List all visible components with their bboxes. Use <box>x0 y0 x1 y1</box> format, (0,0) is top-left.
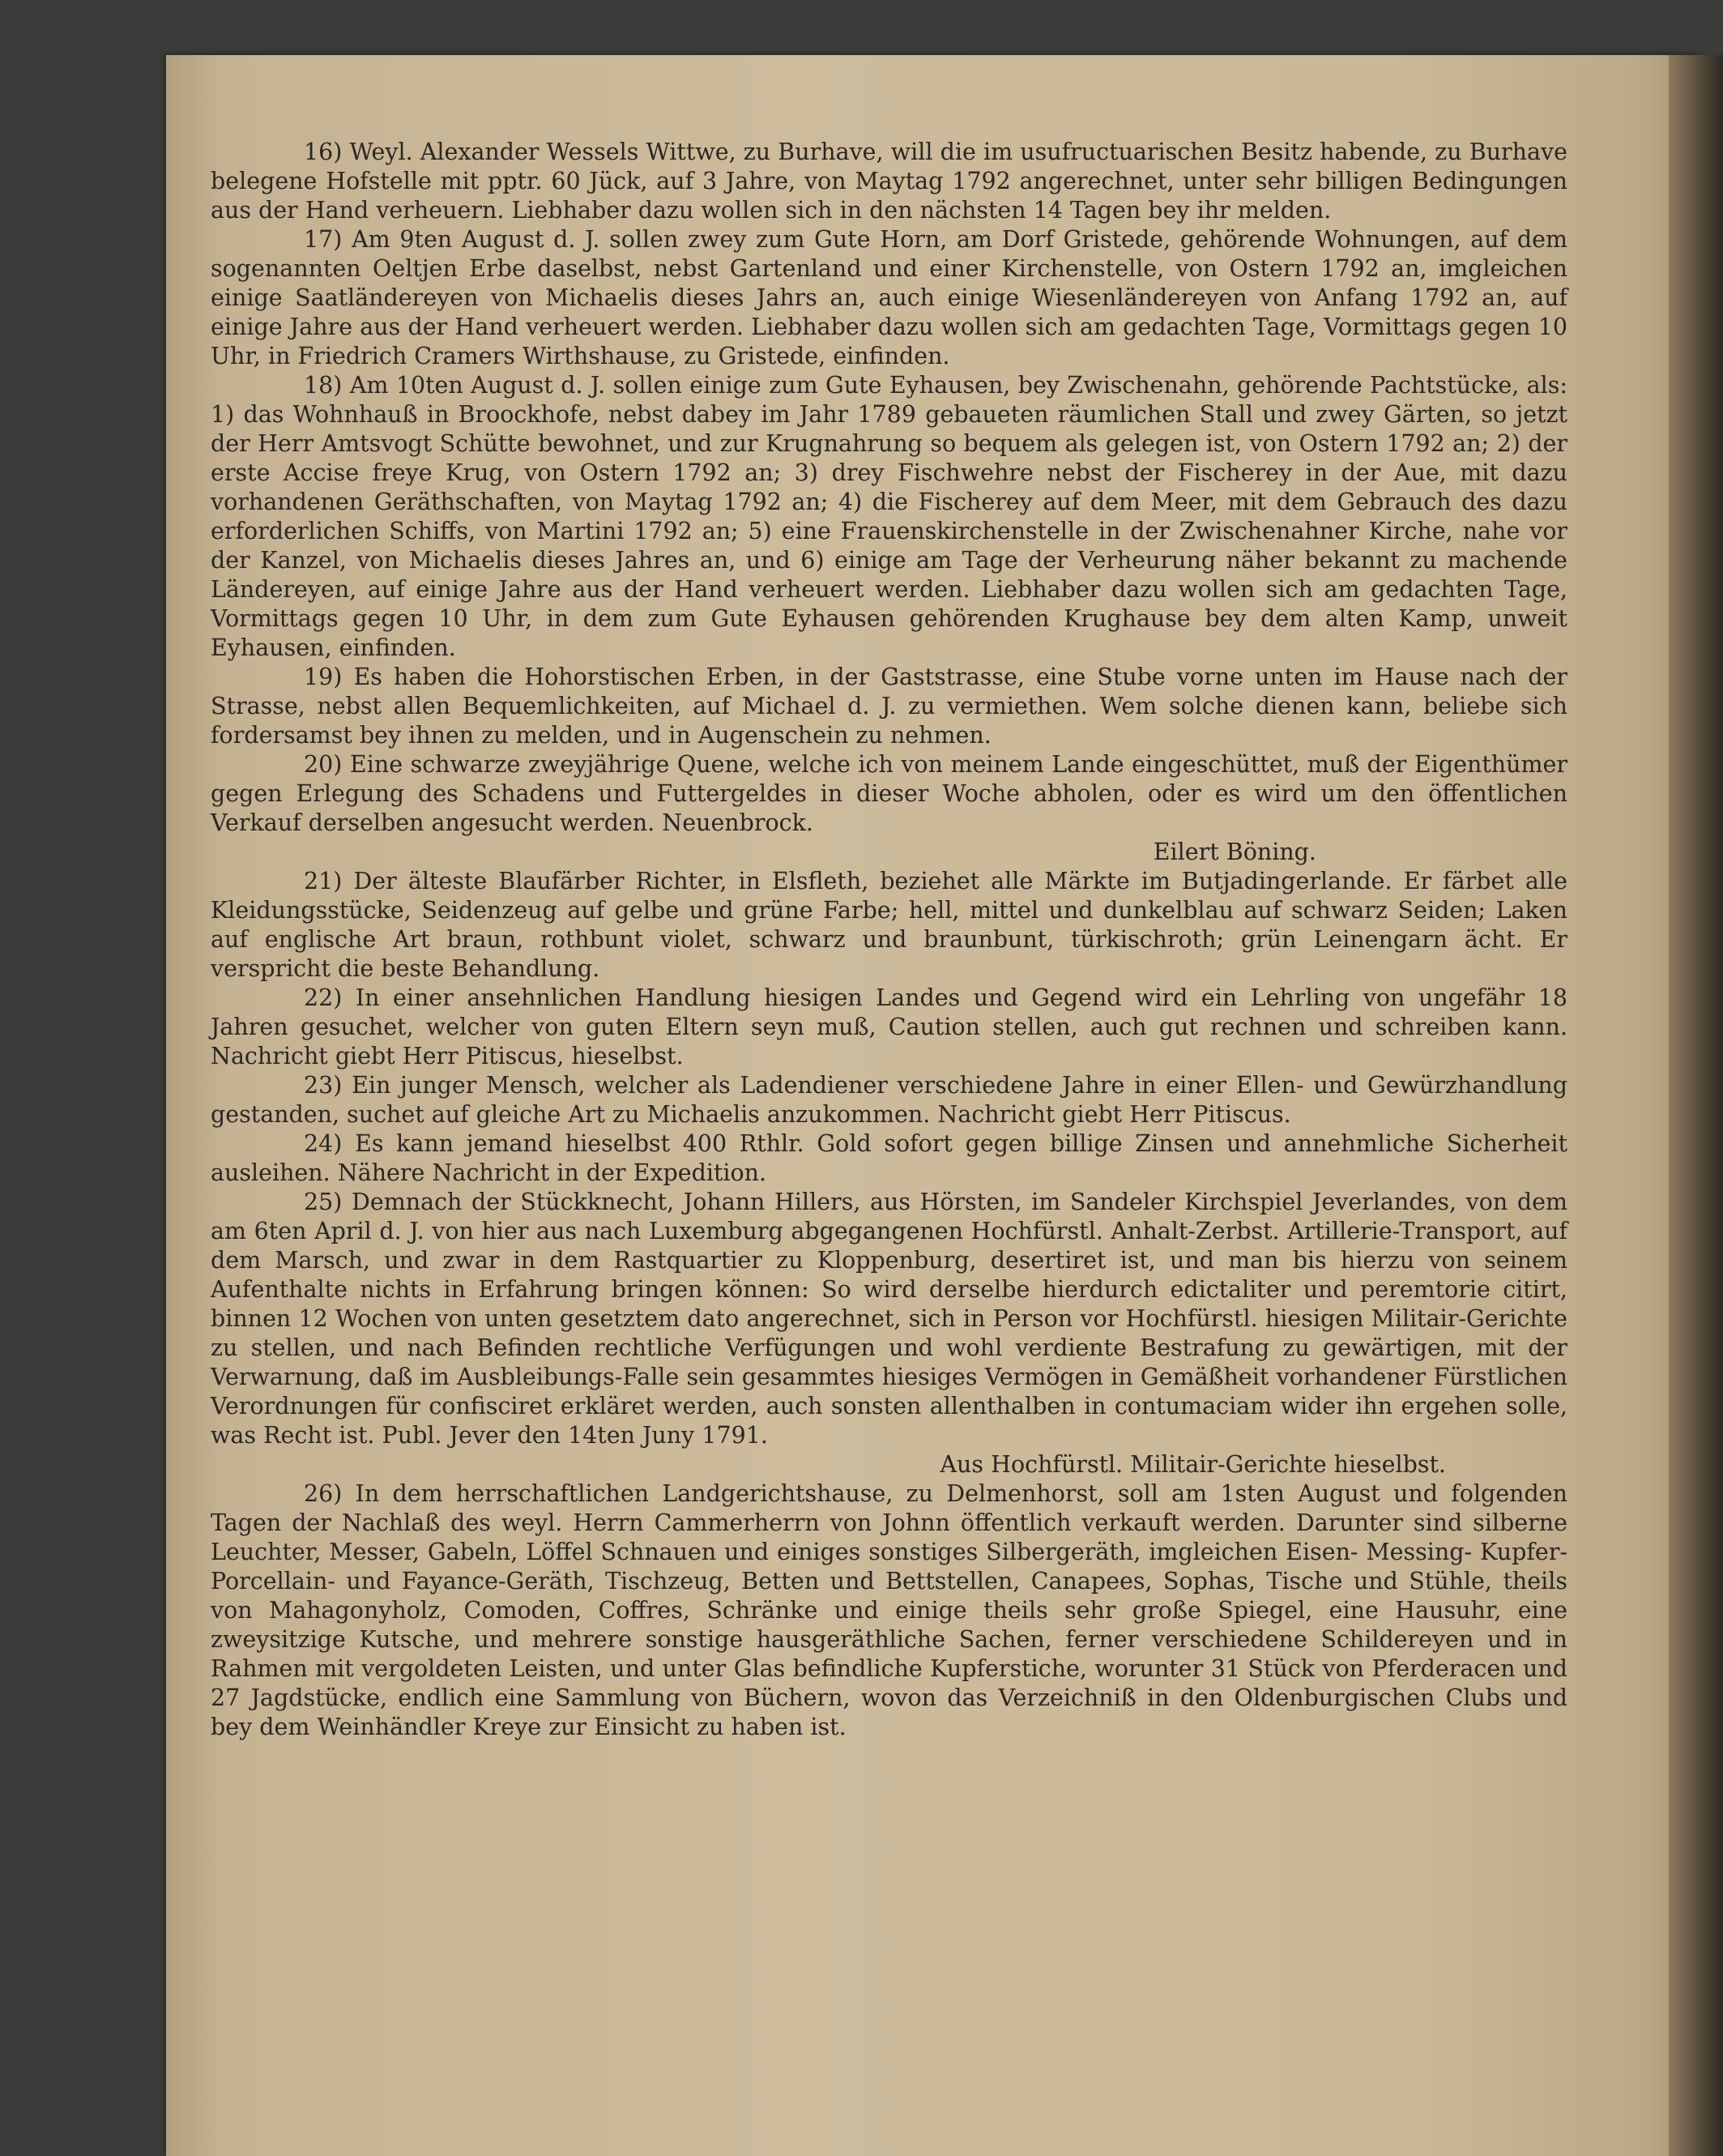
notice-body: Es kann jemand hieselbst 400 Rthlr. Gold sofort gegen billige Zinsen und annehmliche Sicherheit ausleihen. Nähere Nachricht in der Expedition. <box>211 1130 1567 1186</box>
notice-16 <box>211 138 1567 225</box>
notice-number: 20) <box>304 751 343 778</box>
notice-number: 22) <box>304 984 343 1011</box>
notice-number: 26) <box>304 1480 343 1507</box>
notice-body: Am 10ten August d. J. sollen einige zum Gute Eyhausen, bey Zwischenahn, gehörende Pachtstücke, als: 1) das Wohnhauß in Broockhofe, nebst dabey im Jahr 1789 gebaueten räumlichen Stall und zwey Gärten, so jetzt der Herr Amtsvogt Schütte bewohnet, und zur Krugnahrung so bequem als gelegen ist, von Ostern 1792 an; 2) der erste Accise freye Krug, von Ostern 1792 an; 3) drey Fischwehre nebst der Fischerey in der Aue, mit dazu vorhandenen Geräthschaften, von Maytag 1792 an; 4) die Fischerey auf dem Meer, mit dem Gebrauch des dazu erforderlichen Schiffs, von Martini 1792 an; 5) eine Frauenskirchenstelle in der Zwischenahner Kirche, nahe vor der Kanzel, von Michaelis dieses Jahres an, und 6) einige am Tage der Verheurung näher bekannt zu machende Ländereyen, auf einige Jahre aus der Hand verheuert werden. Liebhaber dazu wollen sich am gedachten Tage, Vormittags gegen 10 Uhr, in dem zum Gute Eyhausen gehörenden Krughause bey dem alten Kamp, unweit Eyhausen, einfinden. <box>211 372 1568 661</box>
book-gutter <box>1669 55 1723 2156</box>
notice-18 <box>211 371 1567 663</box>
signature-20: Eilert Böning. <box>1153 839 1316 865</box>
notice-20 <box>211 750 1567 838</box>
notice-body: Es haben die Hohorstischen Erben, in der Gaststrasse, eine Stube vorne unten im Hause nach der Strasse, nebst allen Bequemlichkeiten, auf Michael d. J. zu vermiethen. Wem solche dienen kann, beliebe sich fordersamst bey ihnen zu melden, und in Augenschein zu nehmen. <box>211 664 1568 749</box>
notice-body: Eine schwarze zweyjährige Quene, welche ich von meinem Lande eingeschüttet, muß der Eigenthümer gegen Erlegung des Schadens und Futtergeldes in dieser Woche abholen, oder es wird um den öffentlichen Verkauf derselben angesucht werden. Neuenbrock. <box>211 751 1567 836</box>
notice-body: In dem herrschaftlichen Landgerichtshause, zu Delmenhorst, soll am 1sten August und folgenden Tagen der Nachlaß des weyl. Herrn Cammerherrn von Johnn öffentlich verkauft werden. Darunter sind silberne Leuchter, Messer, Gabeln, Löffel Schnauen und einiges sonstiges Silbergeräth, imgleichen Eisen- Messing- Kupfer- Porcellain- und Fayance-Geräth, Tischzeug, Betten und Bettstellen, Canapees, Sophas, Tische und Stühle, theils von Mahagonyholz, Comoden, Coffres, Schränke und einige theils sehr große Spiegel, eine Hausuhr, eine zweysitzige Kutsche, und mehrere sonstige hausgeräthliche Sachen, ferner verschiedene Schildereyen und in Rahmen mit vergoldeten Leisten, und unter Glas befindliche Kupferstiche, worunter 31 Stück von Pferderacen und 27 Jagdstücke, endlich eine Sammlung von Büchern, wovon das Verzeichniß in den Oldenburgischen Clubs und bey dem Weinhändler Kreye zur Einsicht zu haben ist. <box>211 1480 1567 1740</box>
notice-body: In einer ansehnlichen Handlung hiesigen Landes und Gegend wird ein Lehrling von ungefähr 18 Jahren gesuchet, welcher von guten Eltern seyn muß, Caution stellen, auch gut rechnen und schreiben kann. Nachricht giebt Herr Pitiscus, hieselbst. <box>211 984 1567 1069</box>
notice-number: 19) <box>304 664 343 690</box>
notice-body: Der älteste Blaufärber Richter, in Elsfleth, beziehet alle Märkte im Butjadingerlande. Er färbet alle Kleidungsstücke, Seidenzeug auf gelbe und grüne Farbe; hell, mittel und dunkelblau auf schwarz Seiden; Laken auf englische Art braun, rothbunt violet, schwarz und braunbunt, türkischroth; grün Leinengarn ächt. Er verspricht die beste Behandlung. <box>211 868 1567 982</box>
notice-22 <box>211 984 1567 1071</box>
notice-body: Ein junger Mensch, welcher als Ladendiener verschiedene Jahre in einer Ellen- und Gewürzhandlung gestanden, suchet auf gleiche Art zu Michaelis anzukommen. Nachricht giebt Herr Pitiscus. <box>211 1072 1568 1128</box>
notice-23 <box>211 1071 1567 1129</box>
announcement-text <box>211 138 1567 1742</box>
notice-body: Weyl. Alexander Wessels Wittwe, zu Burhave, will die im usufructuarischen Besitz habende, zu Burhave belegene Hofstelle mit pptr. 60 Jück, auf 3 Jahre, von Maytag 1792 angerechnet, unter sehr billigen Bedingungen aus der Hand verheuern. Liebhaber dazu wollen sich in den nächsten 14 Tagen bey ihr melden. <box>211 139 1567 224</box>
notice-26 <box>211 1479 1567 1742</box>
notice-number: 16) <box>304 139 343 165</box>
notice-24 <box>211 1129 1567 1188</box>
notice-body: Am 9ten August d. J. sollen zwey zum Gute Horn, am Dorf Gristede, gehörende Wohnungen, auf dem sogenannten Oeltjen Erbe daselbst, nebst Gartenland und einer Kirchenstelle, von Ostern 1792 an, imgleichen einige Saatländereyen von Michaelis dieses Jahrs an, auch einige Wiesenländereyen von Anfang 1792 an, auf einige Jahre aus der Hand verheuert werden. Liebhaber dazu wollen sich am gedachten Tage, Vormittags gegen 10 Uhr, in Friedrich Cramers Wirthshause, zu Gristede, einfinden. <box>211 226 1567 369</box>
notice-19 <box>211 663 1567 750</box>
notice-number: 24) <box>304 1130 343 1157</box>
notice-number: 23) <box>304 1072 343 1099</box>
notice-number: 25) <box>304 1189 343 1215</box>
notice-number: 17) <box>304 226 343 253</box>
notice-17 <box>211 225 1567 371</box>
notice-25 <box>211 1188 1567 1450</box>
notice-number: 21) <box>304 868 343 894</box>
notice-body: Demnach der Stückknecht, Johann Hillers, aus Hörsten, im Sandeler Kirchspiel Jeverlandes, von dem am 6ten April d. J. von hier aus nach Luxemburg abgegangenen Hochfürstl. Anhalt-Zerbst. Artillerie-Transport, auf dem Marsch, und zwar in dem Rastquartier zu Kloppenburg, desertiret ist, und man bis hierzu von seinem Aufenthalte nichts in Erfahrung bringen können: So wird derselbe hierdurch edictaliter und peremtorie citirt, binnen 12 Wochen von unten gesetztem dato angerechnet, sich in Person vor Hochfürstl. hiesigen Militair-Gerichte zu stellen, und nach Befinden rechtliche Verfügungen und wohl verdiente Bestrafung zu gewärtigen, mit der Verwarnung, daß im Ausbleibungs-Falle sein gesammtes hiesiges Vermögen in Gemäßheit vorhandener Fürstlichen Verordnungen für confisciret erkläret werden, auch sonsten allenthalben in contumaciam wider ihn ergehen solle, was Recht ist. Publ. Jever den 14ten Juny 1791. <box>211 1189 1567 1449</box>
notice-number: 18) <box>304 372 343 399</box>
signature-25: Aus Hochfürstl. Militair-Gerichte hieselbst. <box>940 1451 1446 1478</box>
notice-21 <box>211 867 1567 984</box>
